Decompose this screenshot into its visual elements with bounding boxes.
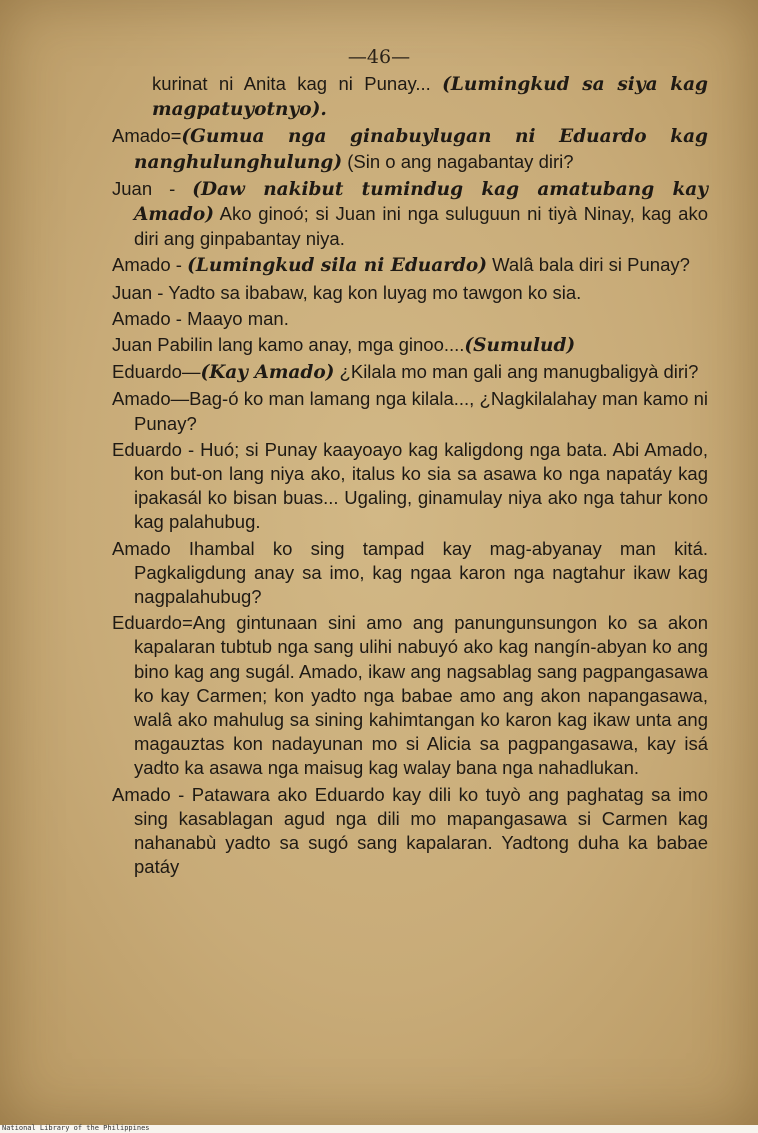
dialogue-text: Ang gintunaan sini amo ang panungunsungon ko sa akon kapalaran tubtub nga sang ulihi nabuyó ako kag nangín-abyan ko ang bino kag ang sugál. Amado, ikaw ang nagsablag sang pagpangasawa ko kay Carmen; kon yadto nga babae amo ang akon napangasawa, walâ ako mahulug sa sining kahimtangan ko karon kag ikaw unta ang magauztas kon nadayunan mo si Alicia sa pagpangasawa, kay isá yadto ka asawa nga maisug kag walay bana nga nahadlukan. — [134, 612, 708, 779]
dialogue-text: ¿Kilala mo man gali ang manugbaligyà diri? — [334, 361, 699, 383]
speaker-name: Amado - — [112, 307, 188, 329]
dialogue-line — [112, 281, 708, 305]
speaker-name: Eduardo— — [112, 361, 201, 383]
dialogue-line — [112, 307, 708, 331]
dialogue-line — [112, 537, 708, 610]
speaker-name: Amado - — [112, 254, 188, 276]
stage-direction: (Lumingkud sa siya kag magpatuyotnyo). — [152, 74, 708, 121]
dialogue-text: Walâ bala diri si Punay? — [486, 254, 690, 276]
stage-direction: (Lumingkud sila ni Eduardo) — [187, 255, 487, 277]
footer-credit: National Library of the Philippines — [2, 1124, 150, 1132]
stage-direction: (Kay Amado) — [200, 362, 335, 384]
dialogue-line — [112, 360, 708, 385]
dialogue-line — [112, 177, 708, 252]
stage-direction: (Daw nakibut tumindug kag amatubang kay Amado) — [134, 178, 708, 226]
dialogue-line — [112, 783, 708, 880]
speaker-name: Amado= — [112, 125, 182, 147]
speaker-name: Eduardo= — [112, 612, 193, 634]
dialogue-text: Patawara ako Eduardo kay dili ko tuyò ang paghatag sa imo sing kasablagan agud nga dili mo mapangasawa si Carmen kag nahanabù yadto sa sugó sang kapalaran. Yadtong duha ka babae patáy — [134, 783, 708, 878]
dialogue-text: Pabilin lang kamo anay, mga ginoo.... — [157, 334, 465, 356]
play-text — [112, 72, 708, 882]
speaker-name: Juan — [112, 334, 158, 356]
speaker-name: Amado - — [112, 783, 192, 805]
stage-direction: (Gumua nga ginabuylugan ni Eduardo kag nanghulunghulung) — [134, 126, 708, 173]
dialogue-text: Huó; si Punay kaayoayo kag kaligdong nga bata. Abi Amado, kon but-on lang niya ako, italus ko sia sa asawa ko nga napatáy kag ipakasál ko bisan buas... Ugaling, ginamulay niya ako nga tahur kono kag palahubug. — [134, 438, 709, 533]
page-number: —46— — [347, 46, 411, 68]
dialogue-line — [112, 438, 708, 535]
dialogue-line — [112, 611, 708, 780]
dialogue-text: Maayo man. — [187, 307, 289, 329]
speaker-name: Juan - — [112, 177, 193, 199]
dialogue-text: (Sin o ang nagabantay diri? — [342, 150, 574, 172]
speaker-name: Amado — [112, 537, 189, 559]
stage-direction: (Sumulud) — [464, 335, 576, 357]
dialogue-text: Bag-ó ko man lamang nga kilala..., ¿Nagkilalahay man kamo ni Punay? — [134, 388, 708, 434]
speaker-name: Eduardo - — [112, 438, 201, 460]
dialogue-line — [112, 124, 708, 174]
dialogue-text: Yadto sa ibabaw, kag kon luyag mo tawgon ko sia. — [168, 281, 582, 303]
dialogue-text: Ako ginoó; si Juan ini nga suluguun ni tiyà Ninay, kag ako diri ang ginpabantay niya. — [134, 203, 708, 250]
footer-bar — [0, 1125, 758, 1133]
dialogue-text: kurinat ni Anita kag ni Punay... — [152, 73, 443, 94]
dialogue-text: Ihambal ko sing tampad kay mag-abyanay man kitá. Pagkaligdung anay sa imo, kag ngaa karon nga nagtahur ikaw kag nagpalahubug? — [134, 537, 709, 608]
speaker-name: Juan - — [112, 281, 169, 303]
dialogue-line — [112, 387, 708, 435]
dialogue-line — [112, 253, 708, 278]
dialogue-line — [112, 333, 708, 358]
dialogue-line — [112, 72, 708, 122]
speaker-name: Amado— — [112, 388, 190, 410]
